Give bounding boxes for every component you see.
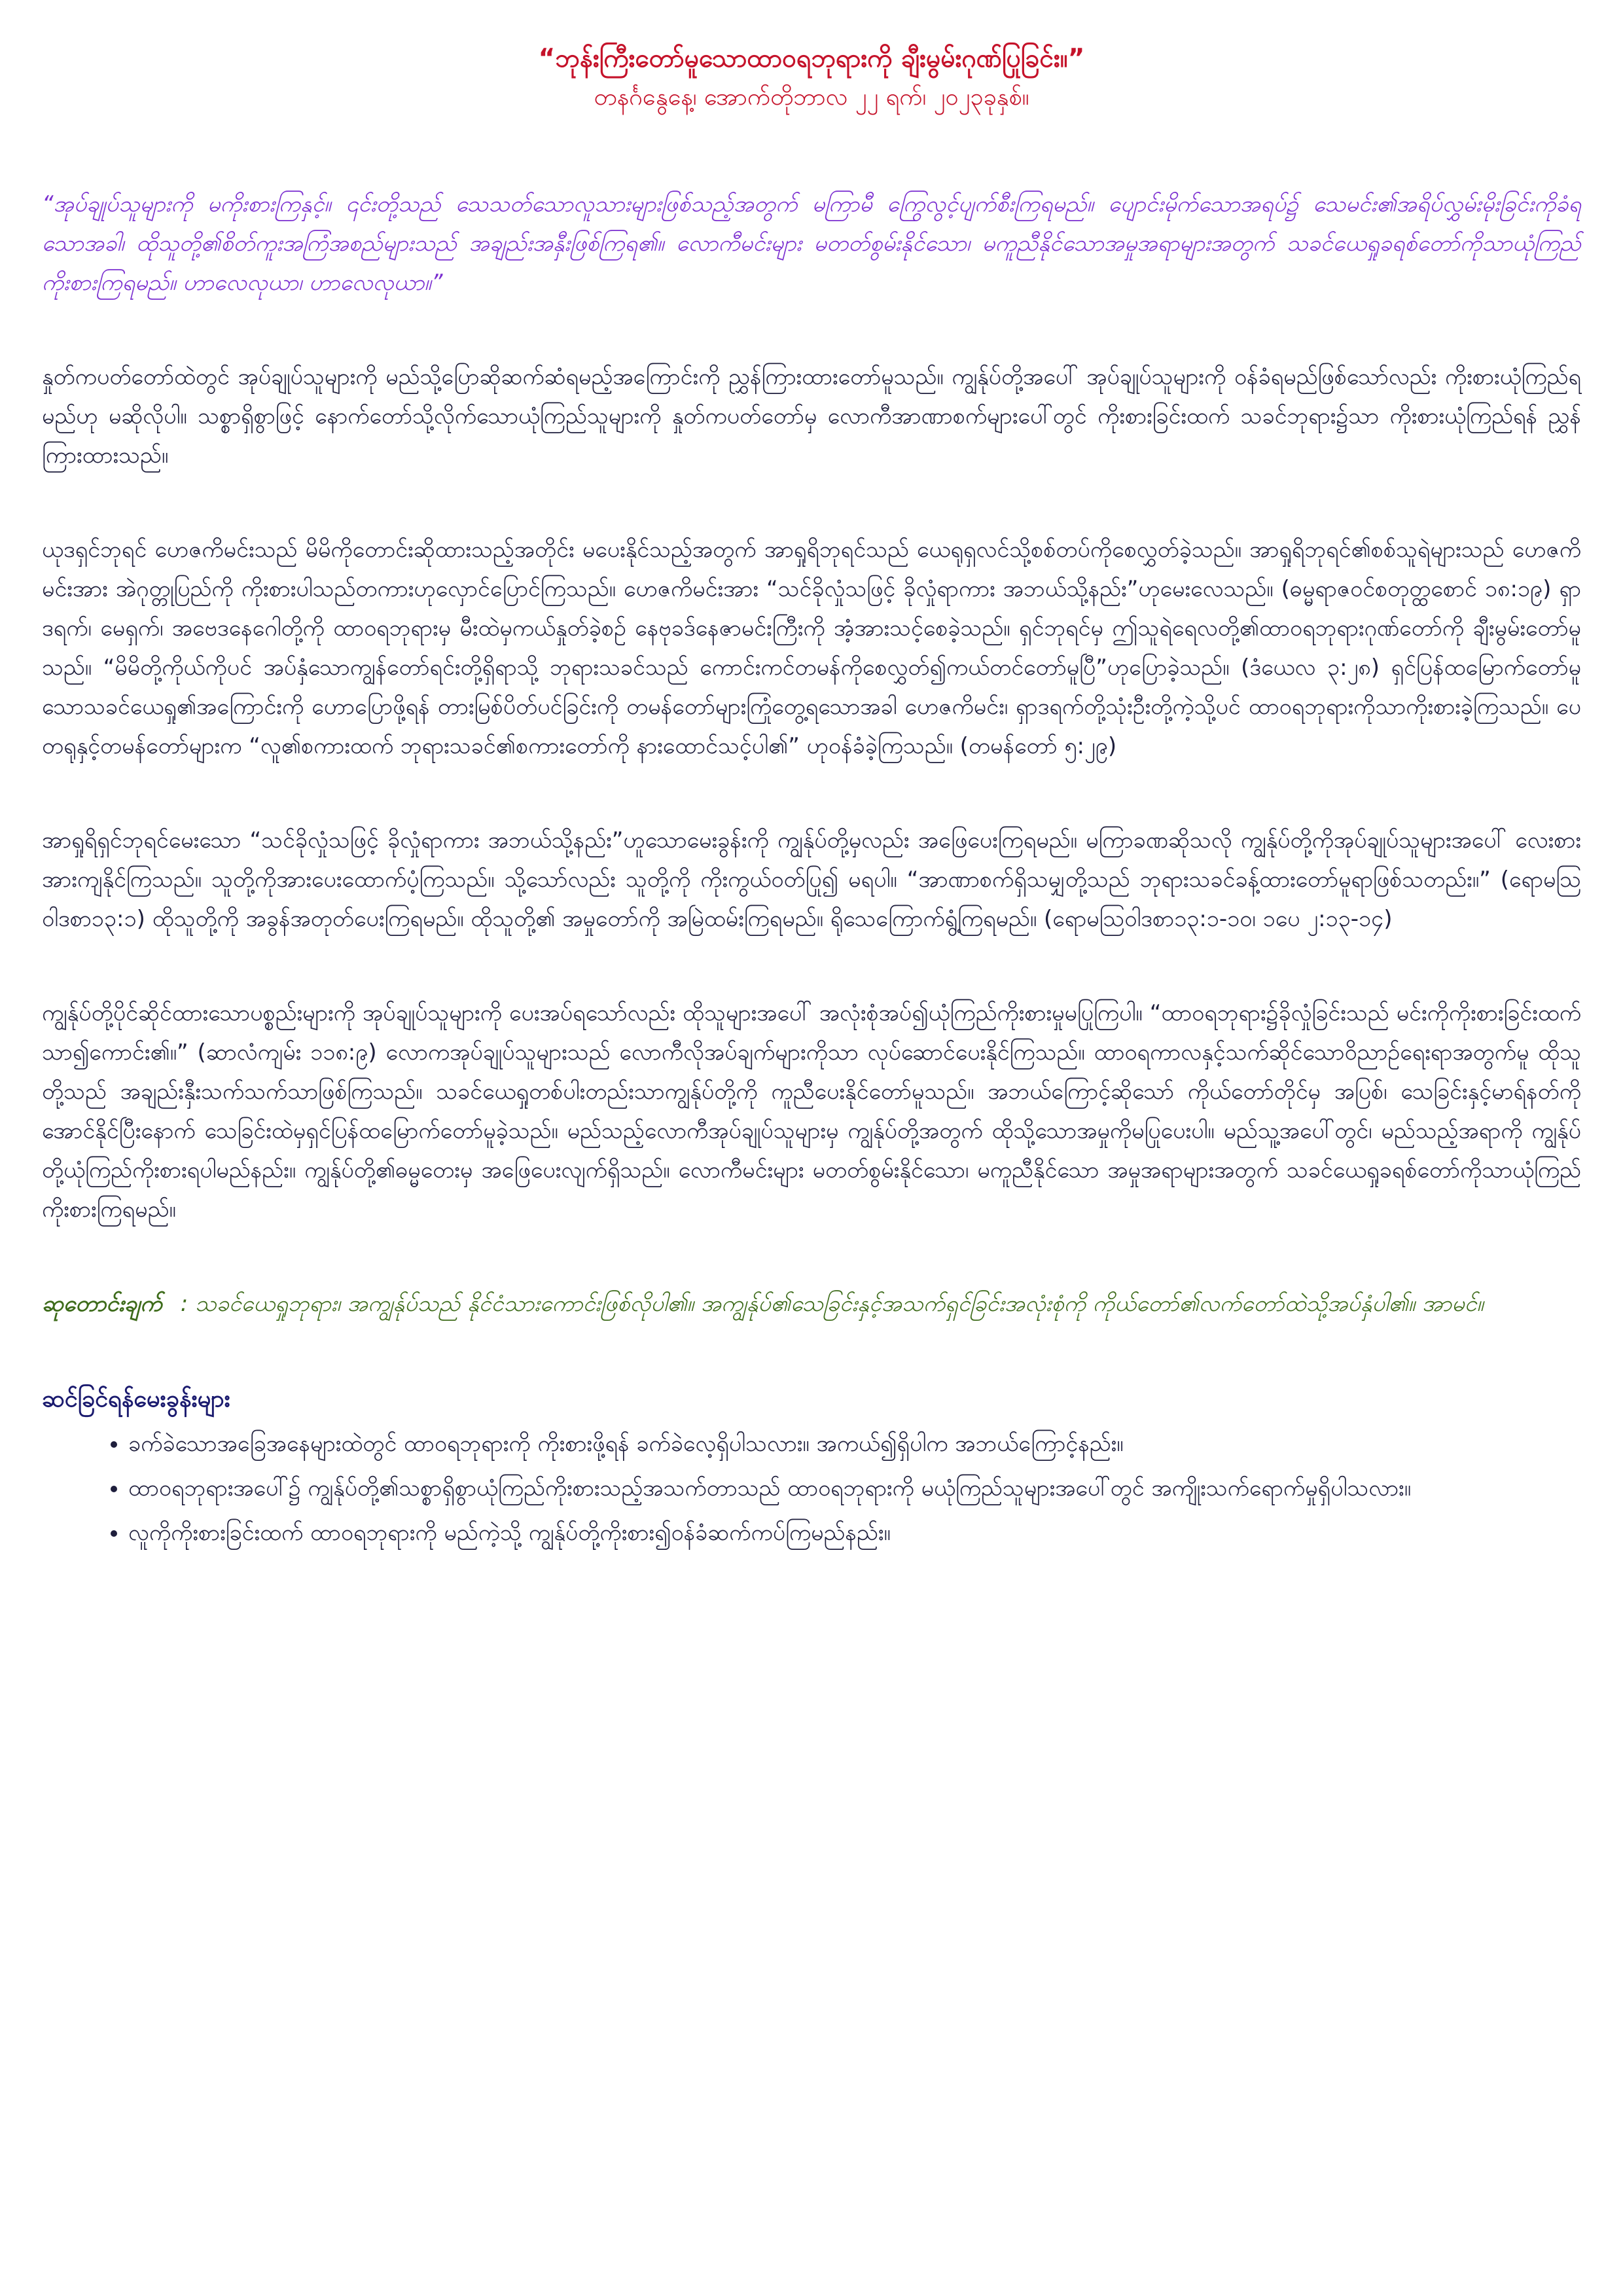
prayer-label: ဆုတောင်းချက်	[42, 1291, 162, 1317]
prayer	[42, 1284, 1581, 1323]
opening-quote: “အုပ်ချုပ်သူများကို မကိုးစားကြနှင့်။ ၎င်းတို့သည် သေသတ်သောလူသားများဖြစ်သည့်အတွက် မကြာမီ ကြွေလွင့်ပျက်စီးကြရမည်။ ပျောင်းမိုက်သောအရပ်၌ သေမင်း၏အရိပ်လွှမ်းမိုးခြင်းကိုခံရသောအခါ၊ ထိုသူတို့၏စိတ်ကူးအကြံအစည်များသည် အချည်းအနှီးဖြစ်ကြရ၏။ လောကီမင်းများ မတတ်စွမ်းနိုင်သော၊ မကူညီနိုင်သောအမှုအရာများအတွက် သခင်ယေရှုခရစ်တော်ကိုသာယုံကြည်ကိုးစားကြရမည်။ ဟာလေလုယာ၊ ဟာလေလုယာ။”	[42, 191, 1581, 296]
questions-heading: ဆင်ခြင်ရန်မေးခွန်းများ	[42, 1386, 230, 1412]
questions-list	[42, 1424, 1581, 1552]
devotional-page	[42, 39, 1581, 1558]
paragraph-3: အာရှုရိရှင်ဘုရင်မေးသော “သင်ခိုလှုံသဖြင့် ခိုလှုံရာကား အဘယ်သို့နည်း”ဟူသောမေးခွန်းကို ကျွန်ုပ်တို့မှလည်း အဖြေပေးကြရမည်။ မကြာခဏဆိုသလို ကျွန်ုပ်တို့ကိုအုပ်ချုပ်သူများအပေါ် လေးစားအားကျနိုင်ကြသည်။ သူတို့ကိုအားပေးထောက်ပံ့ကြသည်။ သို့သော်လည်း သူတို့ကို ကိုးကွယ်ဝတ်ပြု၍ မရပါ။ “အာဏာစက်ရှိသမျှတို့သည် ဘုရားသခင်ခန့်ထားတော်မူရာဖြစ်သတည်း။” (ရောမသြဝါဒစာ၁၃:၁) ထိုသူတို့ကို အခွန်အတုတ်ပေးကြရမည်။ ထိုသူတို့၏ အမှုတော်ကို အမြဲထမ်းကြရမည်။ ရိုသေကြောက်ရွံ့ကြရမည်။ (ရောမသြဝါဒစာ၁၃:၁-၁၀၊ ၁ပေ ၂:၁၃-၁၄)	[42, 827, 1581, 932]
question-item: • လူကိုကိုးစားခြင်းထက် ထာဝရဘုရားကို မည်ကဲ့သို့ ကျွန်ုပ်တို့ကိုးစား၍ဝန်ခံဆက်ကပ်ကြမည်နည်း။	[128, 1513, 1581, 1552]
question-item: • ခက်ခဲသောအခြေအနေများထဲတွင် ထာဝရဘုရားကို ကိုးစားဖို့ရန် ခက်ခဲလေ့ရှိပါသလား။ အကယ်၍ရှိပါက အဘယ်ကြောင့်နည်း။	[128, 1424, 1581, 1463]
question-item: • ထာဝရဘုရားအပေါ်၌ ကျွန်ုပ်တို့၏သစ္စာရှိစွာယုံကြည်ကိုးစားသည့်အသက်တာသည် ထာဝရဘုရားကို မယုံကြည်သူများအပေါ်တွင် အကျိုးသက်ရောက်မှုရှိပါသလား။	[128, 1469, 1581, 1508]
page-title: “ဘုန်းကြီးတော်မူသောထာဝရဘုရားကို ချီးမွမ်းဂုဏ်ပြုခြင်း။”	[538, 44, 1085, 73]
prayer-text: : သခင်ယေရှုဘုရား၊ အကျွန်ုပ်သည် နိုင်ငံသားကောင်းဖြစ်လိုပါ၏။ အကျွန်ုပ်၏သေခြင်းနှင့်အသက်ရှင်ခြင်းအလုံးစုံကို ကိုယ်တော်၏လက်တော်ထဲသို့အပ်နှံပါ၏။ အာမင်။	[180, 1291, 1484, 1317]
paragraph-1: နှုတ်ကပတ်တော်ထဲတွင် အုပ်ချုပ်သူများကို မည်သို့ပြောဆိုဆက်ဆံရမည့်အကြောင်းကို ညွှန်ကြားထားတော်မူသည်။ ကျွန်ုပ်တို့အပေါ် အုပ်ချုပ်သူများကို ဝန်ခံရမည်ဖြစ်သော်လည်း ကိုးစားယုံကြည်ရမည်ဟု မဆိုလိုပါ။ သစ္စာရှိစွာဖြင့် နောက်တော်သို့လိုက်သောယုံကြည်သူများကို နှုတ်ကပတ်တော်မှ လောကီအာဏာစက်များပေါ်တွင် ကိုးစားခြင်းထက် သခင်ဘုရား၌သာ ကိုးစားယုံကြည်ရန် ညွှန်ကြားထားသည်။	[42, 364, 1581, 469]
paragraph-4: ကျွန်ုပ်တို့ပိုင်ဆိုင်ထားသောပစ္စည်းများကို အုပ်ချုပ်သူများကို ပေးအပ်ရသော်လည်း ထိုသူများအပေါ် အလုံးစုံအပ်၍ယုံကြည်ကိုးစားမှုမပြုကြပါ။ “ထာဝရဘုရား၌ခိုလှုံခြင်းသည် မင်းကိုကိုးစားခြင်းထက်သာ၍ကောင်း၏။” (ဆာလံကျမ်း ၁၁၈:၉) လောကအုပ်ချုပ်သူများသည် လောကီလိုအပ်ချက်များကိုသာ လုပ်ဆောင်ပေးနိုင်ကြသည်။ ထာဝရကာလနှင့်သက်ဆိုင်သောဝိညာဉ်ရေးရာအတွက်မူ ထိုသူတို့သည် အချည်းနှီးသက်သက်သာဖြစ်ကြသည်။ သခင်ယေရှုတစ်ပါးတည်းသာကျွန်ုပ်တို့ကို ကူညီပေးနိုင်တော်မူသည်။ အဘယ်ကြောင့်ဆိုသော် ကိုယ်တော်တိုင်မှ အပြစ်၊ သေခြင်းနှင့်မာရ်နတ်ကို အောင်နိုင်ပြီးနောက် သေခြင်းထဲမှရှင်ပြန်ထမြောက်တော်မူခဲ့သည်။ မည်သည့်လောကီအုပ်ချုပ်သူများမှ ကျွန်ုပ်တို့အတွက် ထိုသို့သောအမှုကိုမပြုပေးပါ။ မည်သူ့အပေါ်တွင်၊ မည်သည့်အရာကို ကျွန်ုပ်တို့ယုံကြည်ကိုးစားရပါမည်နည်း။ ကျွန်ုပ်တို့၏ဓမ္မတေးမှ အဖြေပေးလျက်ရှိသည်။ လောကီမင်းများ မတတ်စွမ်းနိုင်သော၊ မကူညီနိုင်သော အမှုအရာများအတွက် သခင်ယေရှုခရစ်တော်ကိုသာယုံကြည်ကိုးစားကြရမည်။	[42, 1000, 1581, 1223]
date-line: တနင်္ဂနွေနေ့၊ အောက်တိုဘာလ ၂၂ ရက်၊ ၂၀၂၃ခုနှစ်။	[594, 84, 1029, 111]
paragraph-2: ယုဒရှင်ဘုရင် ဟေဇကိမင်းသည် မိမိကိုတောင်းဆိုထားသည့်အတိုင်း မပေးနိုင်သည့်အတွက် အာရှုရိဘုရင်သည် ယေရုရှလင်သို့စစ်တပ်ကိုစေလွှတ်ခဲ့သည်။ အာရှုရိဘုရင်၏စစ်သူရဲများသည် ဟေဇကိမင်းအား အဲဂုတ္တုပြည်ကို ကိုးစားပါသည်တကားဟုလှောင်ပြောင်ကြသည်။ ဟေဇကိမင်းအား “သင်ခိုလှုံသဖြင့် ခိုလှုံရာကား အဘယ်သို့နည်း”ဟုမေးလေသည်။ (ဓမ္မရာဇဝင်စတုတ္ထစောင် ၁၈:၁၉) ရှာဒရက်၊ မေရှက်၊ အဗေဒနေဂေါတို့ကို ထာဝရဘုရားမှ မီးထဲမှကယ်နှုတ်ခဲ့စဉ် နေဗုခဒ်နေဇာမင်းကြီးကို အံ့အားသင့်စေခဲ့သည်။ ရှင်ဘုရင်မှ ဤသူရဲရေလတို့၏ထာဝရဘုရားဂုဏ်တော်ကို ချီးမွမ်းတော်မူသည်။ “မိမိတို့ကိုယ်ကိုပင် အပ်နှံသောကျွန်တော်ရင်းတို့ရှိရာသို့ ဘုရားသခင်သည် ကောင်းကင်တမန်ကိုစေလွှတ်၍ကယ်တင်တော်မူပြီ”ဟုပြောခဲ့သည်။ (ဒံယေလ ၃:၂၈) ရှင်ပြန်ထမြောက်တော်မူသောသခင်ယေရှု၏အကြောင်းကို ဟောပြောဖို့ရန် တားမြစ်ပိတ်ပင်ခြင်းကို တမန်တော်များကြုံတွေ့ရသောအခါ ဟေဇကိမင်း၊ ရှာဒရက်တို့သုံးဦးတို့ကဲ့သို့ပင် ထာဝရဘုရားကိုသာကိုးစားခဲ့ကြသည်။ ပေတရုနှင့်တမန်တော်များက “လူ၏စကားထက် ဘုရားသခင်၏စကားတော်ကို နားထောင်သင့်ပါ၏” ဟုဝန်ခံခဲ့ကြသည်။ (တမန်တော် ၅:၂၉)	[42, 537, 1581, 759]
